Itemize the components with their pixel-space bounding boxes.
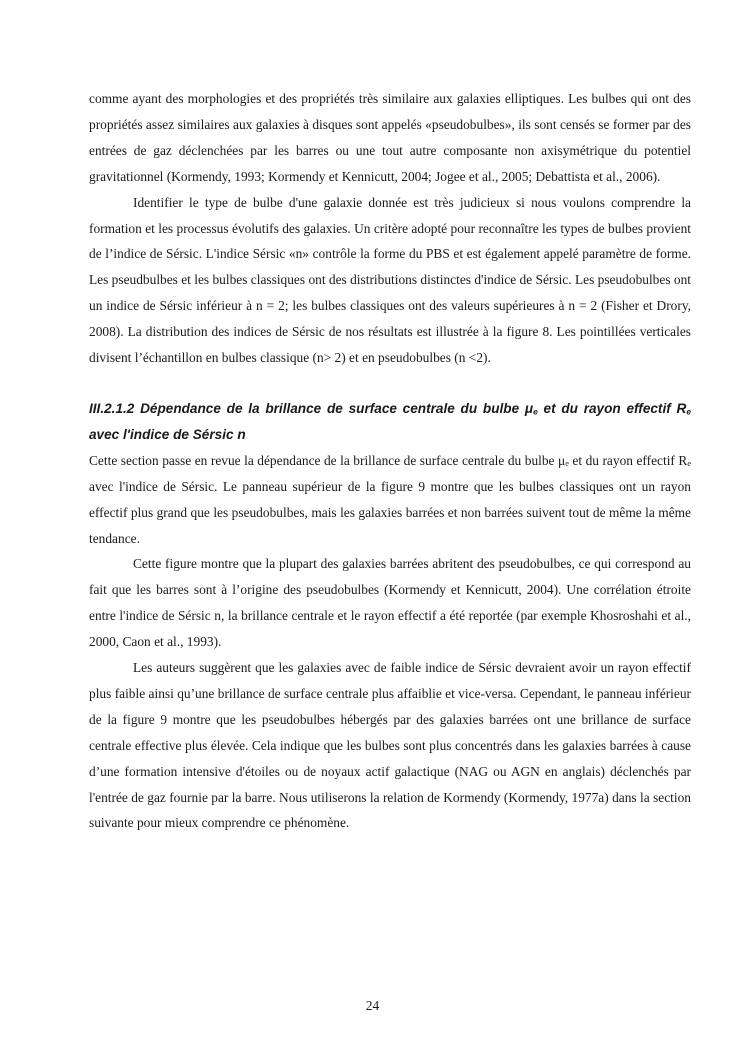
paragraph-5: Les auteurs suggèrent que les galaxies avec de faible indice de Sérsic devraient avoir un rayon effectif plus faible ainsi qu’une brillance de surface centrale plus affaiblie et vice-versa. Cependant, le panneau inférieur de la figure 9 montre que les pseudobulbes hébergés par des galaxies barrées ont une brillance de surface centrale effective plus élevée. Cela indique que les bulbes sont plus concentrés dans les galaxies barrées à cause d’une formation intensive d'étoiles ou de noyaux actif galactique (NAG ou AGN en anglais) déclenchés par l'entrée de gaz fournie par la barre. Nous utiliserons la relation de Kormendy (Kormendy, 1977a) dans la section suivante pour mieux comprendre ce phénomène. xyxy=(89,660,691,831)
paragraph-2: Identifier le type de bulbe d'une galaxie donnée est très judicieux si nous voulons comprendre la formation et les processus évolutifs des galaxies. Un critère adopté pour reconnaître les types de bulbes provient de l’indice de Sérsic. L'indice Sérsic «n» contrôle la forme du PBS et est également appelé paramètre de forme. Les pseudbulbes et les bulbes classiques ont des distributions distinctes d'indice de Sérsic. Les pseudobulbes ont un indice de Sérsic inférieur à n = 2; les bulbes classiques ont des valeurs supérieures à n = 2 (Fisher et Drory, 2008). La distribution des indices de Sérsic de nos résultats est illustrée à la figure 8. Les pointillées verticales divisent l’échantillon en bulbes classique (n> 2) et en pseudobulbes (n <2). xyxy=(89,194,691,366)
page-body xyxy=(89,86,691,836)
page-number: 24 xyxy=(365,998,380,1013)
heading-subscript-e-2: e xyxy=(686,406,692,417)
heading-subscript-e-1: e xyxy=(533,406,538,417)
section-heading xyxy=(89,396,691,448)
paragraph-4: Cette figure montre que la plupart des galaxies barrées abritent des pseudobulbes, ce qui correspond au fait que les barres sont à l’origine des pseudobulbes (Kormendy et Kennicutt, 2004). Une corrélation étroite entre l'indice de Sérsic n, la brillance centrale et le rayon effectif a été reportée (par exemple Khosroshahi et al., 2000, Caon et al., 1993). xyxy=(89,556,691,650)
heading-text-part-2: et du rayon effectif R xyxy=(537,400,687,416)
heading-text-part-1: III.2.1.2 Dépendance de la brillance de surface centrale du bulbe μ xyxy=(89,400,534,416)
section-spacer xyxy=(89,371,691,396)
heading-text-part-3: avec l'indice de Sérsic n xyxy=(89,426,246,442)
paragraph-3-subscript-a: e xyxy=(565,459,569,469)
paragraph-3-part-b: et du rayon effectif R xyxy=(568,452,688,468)
paragraph-3-subscript-b: e xyxy=(687,459,692,469)
paragraph-1: comme ayant des morphologies et des propriétés très similaire aux galaxies elliptiques. Les bulbes qui ont des propriétés assez similaires aux galaxies à disques sont appelés «pseudobulbes», ils sont censés se former par des entrées de gaz déclenchées par les barres ou une tout autre composante non axisymétrique du potentiel gravitationnel (Kormendy, 1993; Kormendy et Kennicutt, 2004; Jogee et al., 2005; Debattista et al., 2006). xyxy=(89,91,691,184)
paragraph-3-part-c: avec l'indice de Sérsic. Le panneau supérieur de la figure 9 montre que les bulbes classiques ont un rayon effectif plus grand que les pseudobulbes, mais les galaxies barrées et non barrées suivent tout de même la même tendance. xyxy=(89,478,691,546)
paragraph-3-part-a: Cette section passe en revue la dépendance de la brillance de surface centrale du bulbe μ xyxy=(89,452,566,468)
paragraph-3 xyxy=(89,448,691,552)
